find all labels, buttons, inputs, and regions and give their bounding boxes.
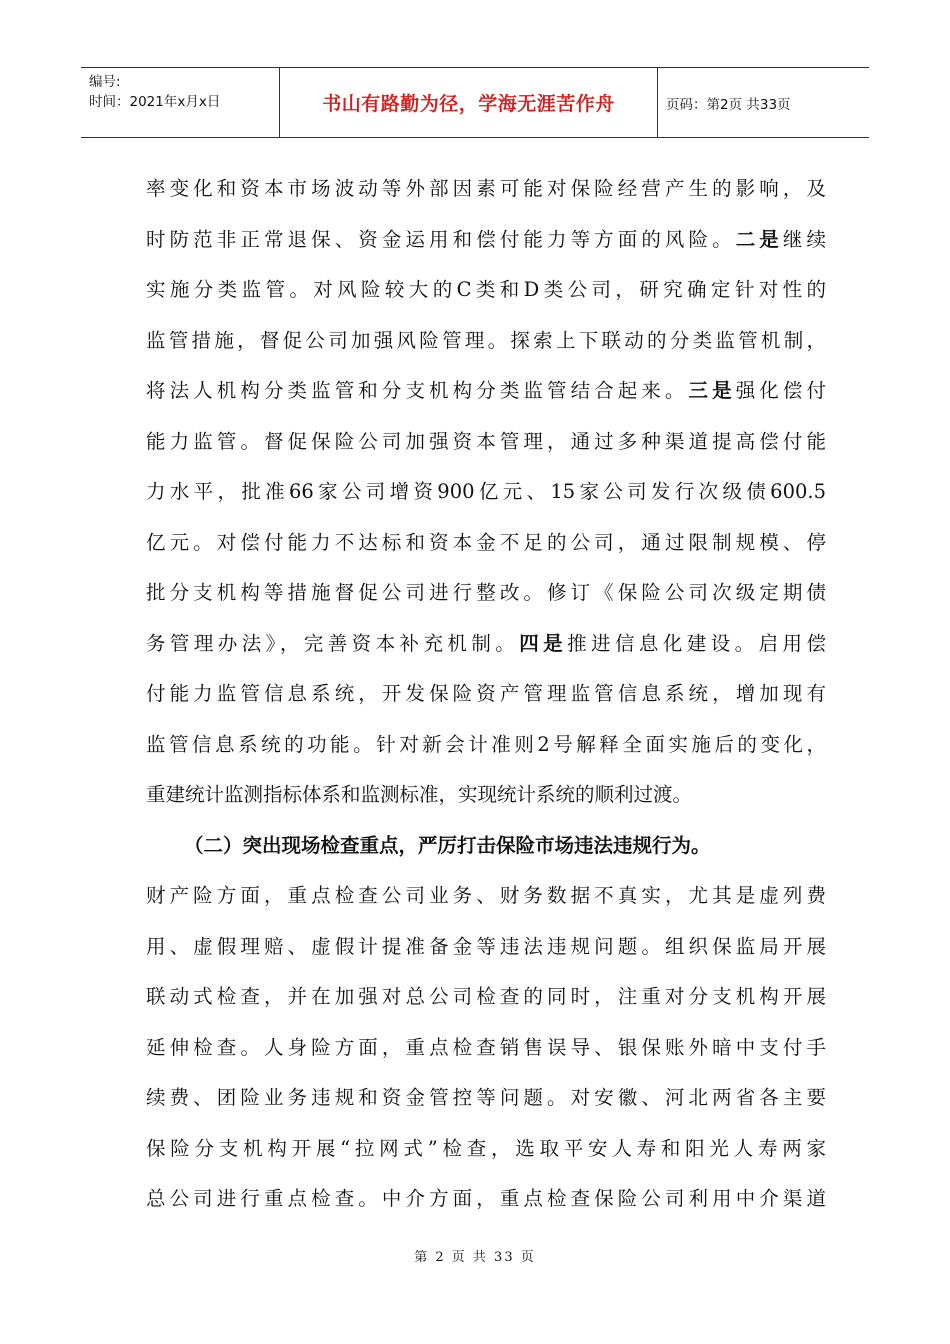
body-line xyxy=(146,215,826,266)
section-heading: （二）突出现场检查重点，严厉打击保险市场违法违规行为。 xyxy=(184,833,711,857)
body-line: 保险分支机构开展“拉网式”检查，选取平安人寿和阳光人寿两家 xyxy=(146,1136,826,1160)
emphasis-text: 四是 xyxy=(519,631,568,655)
text-run: 务管理办法》，完善资本补充机制。 xyxy=(146,631,520,655)
emphasis-text: 二是 xyxy=(735,227,783,251)
document-date: 时间：2021年x月x日 xyxy=(89,94,221,110)
body-line: 联动式检查，并在加强对总公司检查的同时，注重对分支机构开展 xyxy=(146,985,826,1008)
body-line: 财产险方面，重点检查公司业务、财务数据不真实，尤其是虚列费 xyxy=(146,884,826,907)
page-footer: 第 2 页 共 33 页 xyxy=(414,1250,536,1265)
header-motto: 书山有路勤为径，学海无涯苦作舟 xyxy=(280,68,658,137)
body-line: 重建统计监测指标体系和监测标准，实现统计系统的顺利过渡。 xyxy=(146,783,693,806)
body-line: 监管措施，督促公司加强风险管理。探索上下联动的分类监管机制， xyxy=(146,328,826,352)
document-number-label: 编号: xyxy=(89,74,121,90)
text-run: 时防范非正常退保、资金运用和偿付能力等方面的风险。 xyxy=(146,227,736,251)
body-line xyxy=(146,619,826,670)
body-line: 批分支机构等措施督促公司进行整改。修订《保险公司次级定期债 xyxy=(146,581,826,604)
body-line: 能力监管。督促保险公司加强资本管理，通过多种渠道提高偿付能 xyxy=(146,429,826,453)
body-line: 率变化和资本市场波动等外部因素可能对保险经营产生的影响，及 xyxy=(146,177,826,200)
body-line: 力水平，批准66家公司增资900亿元、15家公司发行次级债600.5 xyxy=(146,480,826,503)
body-line: 实施分类监管。对风险较大的C类和D类公司，研究确定针对性的 xyxy=(146,278,826,301)
body-line: 续费、团险业务违规和资金管控等问题。对安徽、河北两省各主要 xyxy=(146,1086,826,1109)
body-line: 用、虚假理赔、虚假计提准备金等违法违规问题。组织保监局开展 xyxy=(146,934,826,958)
body-line: 总公司进行重点检查。中介方面，重点检查保险公司利用中介渠道 xyxy=(146,1187,826,1210)
body-line: 付能力监管信息系统，开发保险资产管理监管信息系统，增加现有 xyxy=(146,682,826,705)
text-run: 强化偿付 xyxy=(735,379,826,402)
header-page-info: 页码：第2页 共33页 xyxy=(666,96,791,113)
body-line: 监管信息系统的功能。针对新会计准则2号解释全面实施后的变化， xyxy=(146,732,826,756)
text-run: 继续 xyxy=(782,227,826,251)
body-line xyxy=(146,366,826,417)
body-line: 亿元。对偿付能力不达标和资本金不足的公司，通过限制规模、停 xyxy=(146,530,826,554)
header-meta xyxy=(81,68,280,137)
body-line: 延伸检查。人身险方面，重点检查销售误导、银保账外暗中支付手 xyxy=(146,1035,826,1059)
text-run: 将法人机构分类监管和分支机构分类监管结合起来。 xyxy=(146,379,689,402)
text-run: 推进信息化建设。启用偿 xyxy=(567,631,826,655)
emphasis-text: 三是 xyxy=(688,379,736,402)
page-header xyxy=(81,67,869,138)
document-body xyxy=(146,164,826,1225)
